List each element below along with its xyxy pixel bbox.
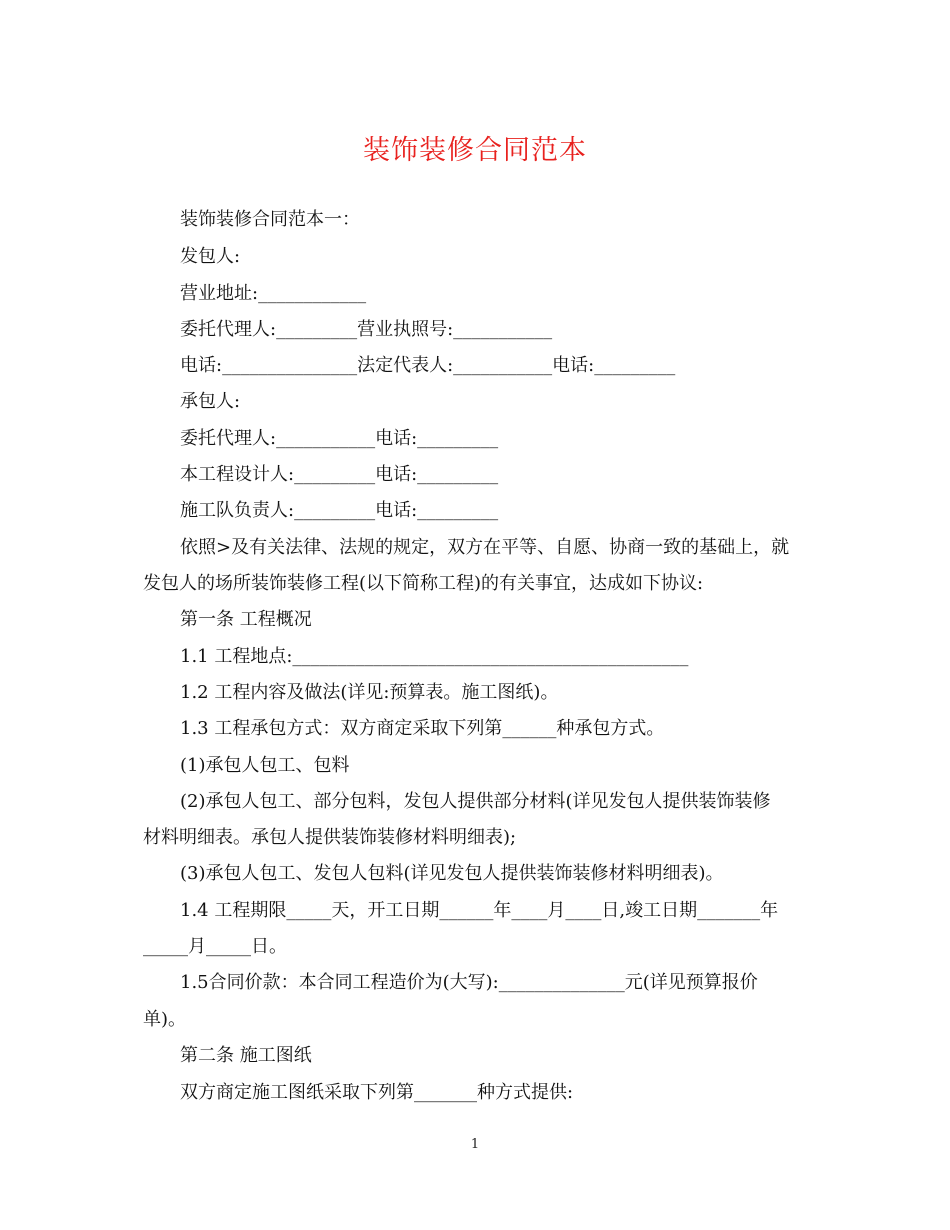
text-line: 1.1 工程地点:____________________________________________ xyxy=(180,646,689,667)
section-heading: 第一条 工程概况 xyxy=(180,609,312,630)
text-line: 材料明细表。承包人提供装饰装修材料明细表); xyxy=(143,827,517,848)
document-title: 装饰装修合同范本 xyxy=(363,135,587,166)
text-line: 承包人: xyxy=(180,391,241,412)
text-line: 施工队负责人:_________电话:_________ xyxy=(180,500,499,521)
text-line: 营业地址:____________ xyxy=(180,283,367,304)
text-line: 委托代理人:___________电话:_________ xyxy=(180,428,499,449)
text-line: 1.4 工程期限_____天，开工日期______年____月____日,竣工日期_______年 xyxy=(180,900,779,921)
section-heading: 第二条 施工图纸 xyxy=(180,1045,312,1066)
text-line: (2)承包人包工、部分包料，发包人提供部分材料(详见发包人提供装饰装修 xyxy=(180,791,771,812)
page-number: 1 xyxy=(470,1137,480,1152)
text-line: (3)承包人包工、发包人包料(详见发包人提供装饰装修材料明细表)。 xyxy=(180,863,724,884)
text-line: 单)。 xyxy=(143,1009,187,1030)
text-line: 依照>及有关法律、法规的规定，双方在平等、自愿、协商一致的基础上，就 xyxy=(180,537,790,558)
text-line: 本工程设计人:_________电话:_________ xyxy=(180,464,499,485)
text-line: 1.2 工程内容及做法(详见:预算表。施工图纸)。 xyxy=(180,682,559,703)
text-line: 电话:_______________法定代表人:___________电话:_________ xyxy=(180,355,676,376)
text-line: 装饰装修合同范本一： xyxy=(180,209,360,230)
text-line: 发包人的场所装饰装修工程(以下简称工程)的有关事宜，达成如下协议: xyxy=(143,573,704,594)
text-line: (1)承包人包工、包料 xyxy=(180,755,350,776)
text-line: 双方商定施工图纸采取下列第_______种方式提供: xyxy=(180,1082,574,1103)
text-line: 委托代理人:_________营业执照号:___________ xyxy=(180,319,553,340)
text-line: 发包人: xyxy=(180,246,241,267)
text-line: 1.3 工程承包方式：双方商定采取下列第______种承包方式。 xyxy=(180,718,665,739)
text-line: 1.5合同价款：本合同工程造价为(大写):______________元(详见预算报价 xyxy=(180,972,758,993)
text-line: _____月_____日。 xyxy=(143,936,287,957)
